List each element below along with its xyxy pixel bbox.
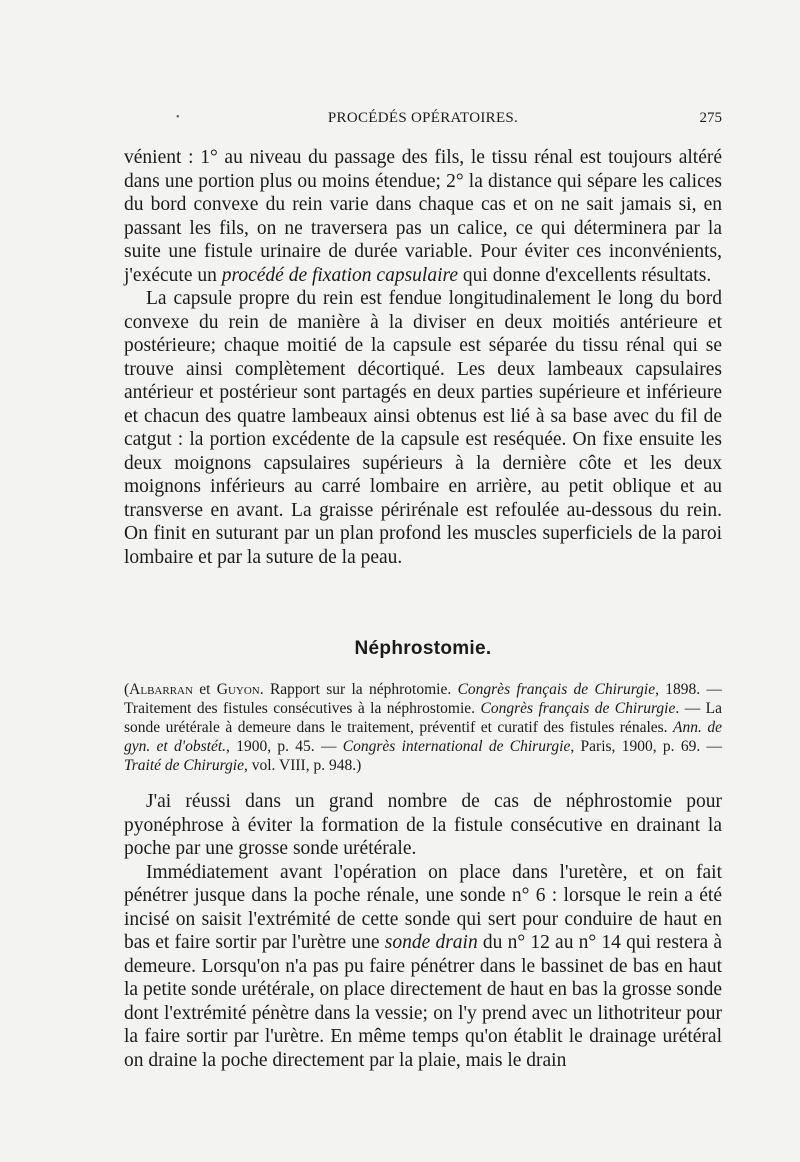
paragraph-procedure: Immédiatement avant l'opération on place dans l'uretère, et on fait pénétrer jusque dans la poche rénale, une sonde n° 6 : lorsque le rein a été incisé on saisit l'extrémité de cette sonde qui sert pour conduire de haut en bas et faire sortir par l'urètre une sonde drain du n° 12 au n° 14 qui restera à demeure. Lorsqu'on n'a pas pu faire pénétrer dans le bassinet de bas en haut la petite sonde urétérale, on place directement de haut en bas la grosse sonde dont l'extrémité pénètre dans la vessie; on l'y prend avec un lithotriteur pour la faire sortir par l'urètre. En même temps qu'on établit le drainage urétéral on draine la poche directement par la plaie, mais le drain [124,861,722,1071]
page-number: 275 [699,110,722,126]
paragraph-capsule: La capsule propre du rein est fendue longitudinalement le long du bord convexe du rein de manière à la diviser en deux moitiés antérieure et postérieure; chaque moitié de la capsule est séparée du tissu rénal qui se trouve ainsi complètement décortiqué. Les deux lambeaux capsulaires antérieur et postérieur sont partagés en deux parties supérieure et inférieure et chacun des quatre lambeaux ainsi obtenus est lié à sa base avec du fil de catgut : la portion excédente de la capsule est reséquée. On fixe ensuite les deux moignons capsulaires supérieurs à la dernière côte et les deux moignons inférieurs au carré lombaire en arrière, au petit oblique et au transverse en avant. La graisse périrénale est refoulée au-dessous du rein. On finit en suturant par un plan profond les muscles superficiels de la paroi lombaire et par la suture de la peau. [124,288,722,568]
bibliography-references: (Albarran et Guyon. Rapport sur la néphrotomie. Congrès français de Chirurgie, 1898. — Traitement des fistules consécutives à la néphrostomie. Congrès français de Chirurgie. — La sonde urétérale à demeure dans le traitement, préventif et curatif des fistules rénales. Ann. de gyn. et d'obstét., 1900, p. 45. — Congrès international de Chirurgie, Paris, 1900, p. 69. — Traité de Chirurgie, vol. VIII, p. 948.) [124,681,723,774]
emphasis-procede: procédé de fixation capsulaire [221,264,459,286]
paragraph-pyonephrose: J'ai réussi dans un grand nombre de cas de néphrostomie pour pyonéphrose à éviter la formation de la fistule consécutive en drainant la poche par une grosse sonde urétérale. [124,791,722,859]
journal-title: Traité de Chirurgie [124,757,244,774]
author-name: Albarran [129,681,193,698]
header-title: PROCÉDÉS OPÉRATOIRES. [327,110,519,126]
section-title: Néphrostomie. [354,638,492,659]
upper-text-block [124,146,722,569]
printer-mark: • [176,112,180,123]
journal-title: Congrès français de Chirurgie [457,681,656,698]
journal-title: Congrès international de Chirurgie [342,738,571,755]
emphasis-sonde-drain: sonde drain [384,932,478,953]
journal-title: Ann. de gyn. et d'obstét. [124,719,722,755]
running-header [124,110,722,134]
author-name: Guyon [216,681,260,698]
journal-title: Congrès français de Chirurgie [480,700,676,717]
paragraph-continued: vénient : 1° au niveau du passage des fils, le tissu rénal est toujours altéré dans une portion plus ou moins étendue; 2° la distance qui sépare les calices du bord convexe du rein varie dans chaque cas et on ne sait jamais si, en passant les fils, on ne traversera pas un calice, ce qui déterminera par la suite une fistule urinaire de durée variable. Pour éviter ces inconvénients, j'exécute un procédé de fixation capsulaire qui donne d'excellents résultats. [124,147,722,286]
lower-text-block [124,790,722,1072]
